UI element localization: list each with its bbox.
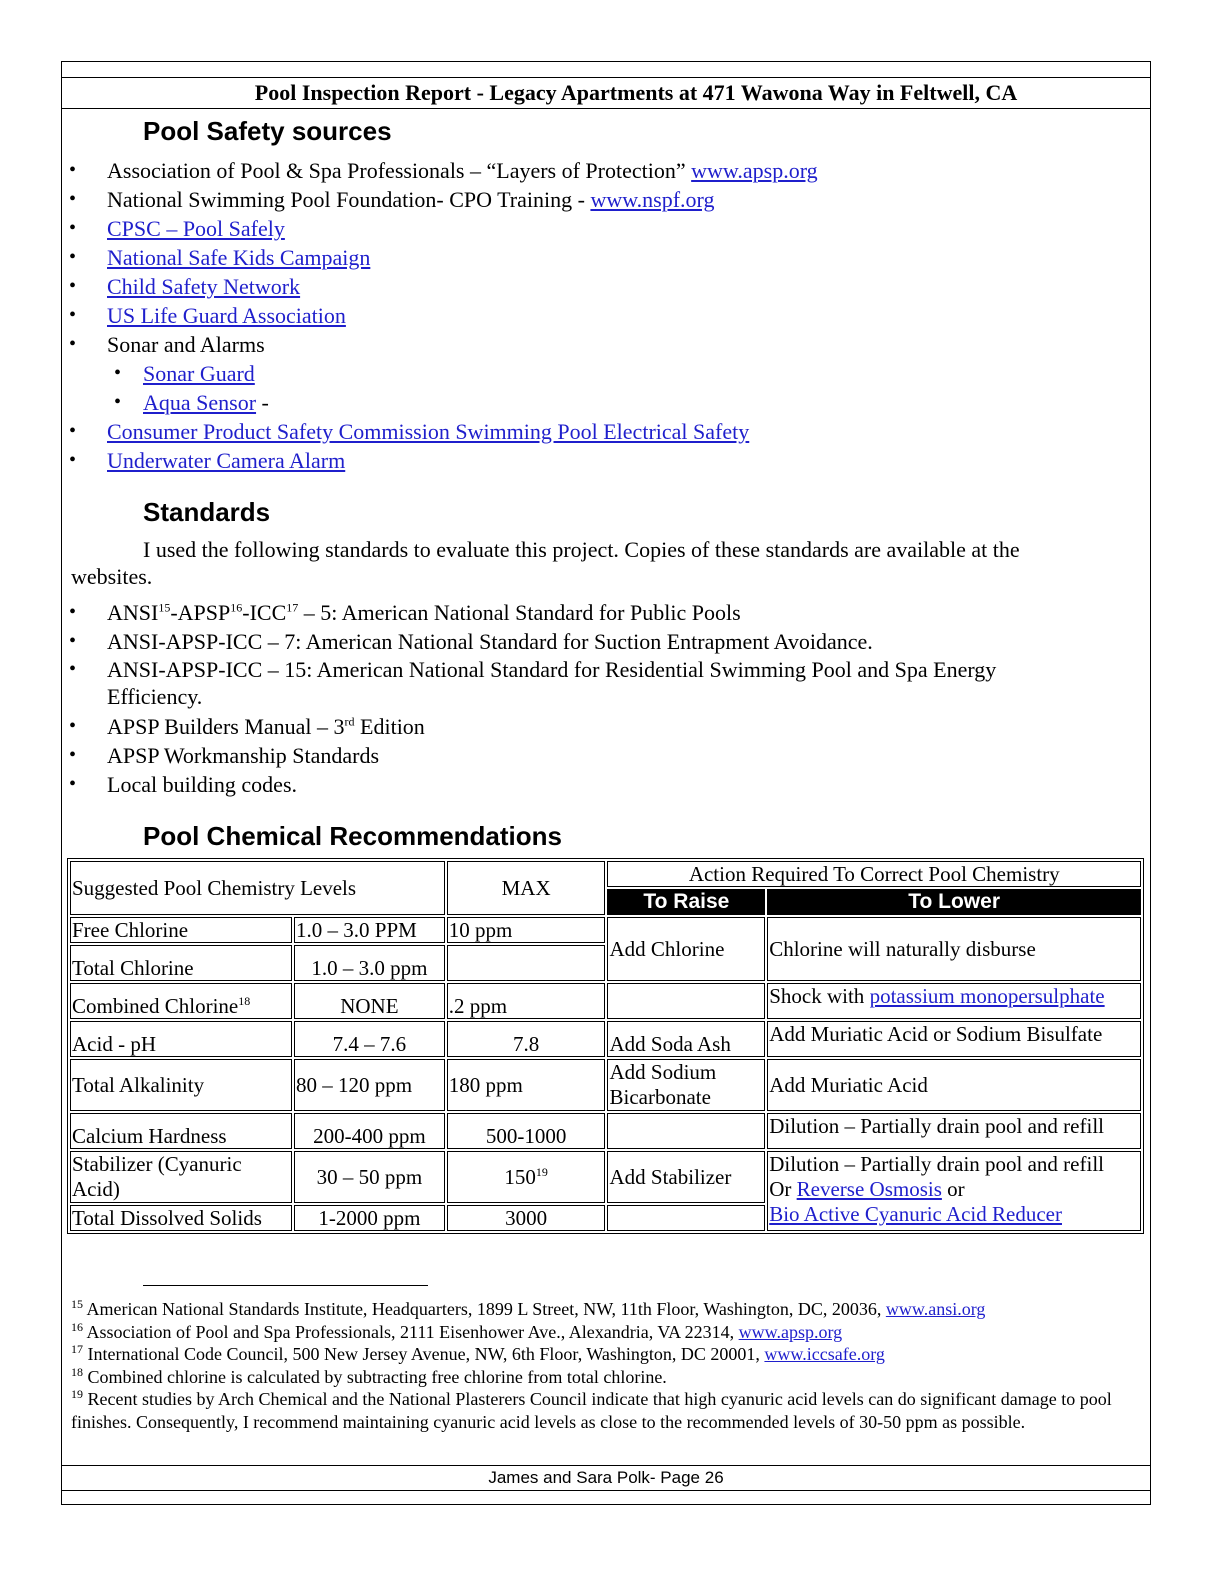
list-item: • Local building codes.	[66, 770, 1076, 799]
iccsafe-link[interactable]: www.iccsafe.org	[764, 1344, 885, 1364]
table-row: Calcium Hardness 200-400 ppm 500-1000 Dilution – Partially drain pool and refill	[70, 1113, 1141, 1149]
cpsc-electrical-link[interactable]: Consumer Product Safety Commission Swimming Pool Electrical Safety	[107, 419, 750, 444]
list-item	[66, 446, 818, 475]
footnotes	[71, 1298, 1121, 1433]
sonar-guard-link[interactable]: Sonar Guard	[143, 361, 255, 386]
table-row: Total Dissolved Solids 1-2000 ppm 3000	[70, 1205, 1141, 1231]
header-max: MAX	[447, 861, 606, 915]
camera-alarm-link[interactable]: Underwater Camera Alarm	[107, 448, 346, 473]
footnote-19: $^{19}$ Recent studies by Arch Chemical and the National Plasterers Council indicate that high cyanuric acid levels can do significant damage to pool finishes. Consequently, I recommend maintaining cyanuric acid levels as close to the recommended levels of 30-50 ppm as possible.	[71, 1387, 1112, 1432]
footnote-18: $^{18}$ Combined chlorine is calculated by subtracting free chlorine from total chlorine.	[71, 1364, 667, 1387]
nspf-link[interactable]: www.nspf.org	[590, 187, 715, 212]
list-item: • National Swimming Pool Foundation- CPO Training - www.nspf.org	[66, 185, 818, 214]
chemistry-table	[67, 858, 1144, 1234]
table-row: Acid - pH 7.4 – 7.6 7.8 Add Soda Ash Add Muriatic Acid or Sodium Bisulfate	[70, 1021, 1141, 1057]
table-row: Total Alkalinity 80 – 120 ppm 180 ppm Add Sodium Bicarbonate Add Muriatic Acid	[70, 1059, 1141, 1111]
list-item	[66, 214, 818, 243]
lifeguard-link[interactable]: US Life Guard Association	[107, 303, 346, 328]
list-item: • Aqua Sensor -	[66, 388, 818, 417]
standards-intro: I used the following standards to evaluate this project. Copies of these standards are available at the websites.	[71, 537, 1020, 589]
list-item	[66, 301, 818, 330]
list-item: • Association of Pool & Spa Professionals – “Layers of Protection” www.apsp.org	[66, 156, 818, 185]
header-lower: To Lower	[767, 889, 1141, 915]
list-item: • Sonar and Alarms	[66, 330, 818, 359]
list-item	[66, 417, 818, 446]
footnote-16: $^{16}$ Association of Pool and Spa Professionals, 2111 Eisenhower Ave., Alexandria, VA 22314, www.apsp.org	[71, 1319, 843, 1342]
footnote-separator	[143, 1285, 428, 1286]
header-action: Action Required To Correct Pool Chemistry	[607, 861, 1141, 887]
table-row: Stabilizer (Cyanuric Acid) 30 – 50 ppm $150^{19}$ Add Stabilizer Dilution – Partially drain pool and refill Or Reverse Osmosis or Bio Active Cyanuric Acid Reducer	[70, 1151, 1141, 1203]
table-row: Free Chlorine 1.0 – 3.0 PPM 10 ppm Add Chlorine Chlorine will naturally disburse	[70, 917, 1141, 943]
list-item: • APSP Workmanship Standards	[66, 741, 1076, 770]
child-safety-link[interactable]: Child Safety Network	[107, 274, 301, 299]
table-row: Combined Chlorine$^{18}$ NONE .2 ppm Shock with potassium monopersulphate	[70, 983, 1141, 1019]
header-raise: To Raise	[607, 889, 765, 915]
apsp-footnote-link[interactable]: www.apsp.org	[738, 1321, 843, 1342]
table-row: Total Chlorine 1.0 – 3.0 ppm	[70, 945, 1141, 981]
cpsc-link[interactable]: CPSC – Pool Safely	[107, 216, 285, 241]
apsp-link[interactable]: www.apsp.org	[691, 158, 818, 183]
list-item: • ANSI-APSP-ICC – 7: American National Standard for Suction Entrapment Avoidance.	[66, 627, 1076, 656]
list-item: • ANSI-APSP-ICC – 15: American National Standard for Residential Swimming Pool and Spa Energy Efficiency.	[66, 656, 1076, 710]
safety-list	[66, 156, 818, 475]
list-item	[66, 272, 818, 301]
footnote-15: $^{15}$ American National Standards Institute, Headquarters, 1899 L Street, NW, 11th Floor, Washington, DC, 20036, www.ansi.org	[71, 1297, 986, 1319]
chemistry-heading: Pool Chemical Recommendations	[143, 821, 562, 851]
potassium-link[interactable]: potassium monopersulphate	[869, 984, 1105, 1008]
report-header: Pool Inspection Report - Legacy Apartments at 471 Wawona Way in Feltwell, CA	[61, 77, 1151, 109]
safe-kids-link[interactable]: National Safe Kids Campaign	[107, 245, 371, 270]
list-item	[66, 359, 818, 388]
ansi-link[interactable]: www.ansi.org	[885, 1299, 986, 1319]
list-item: • ANSI$^{15}$-APSP$^{16}$-ICC$^{17}$ – 5: American National Standard for Public Pools	[66, 598, 1076, 627]
aqua-sensor-link[interactable]: Aqua Sensor	[143, 390, 257, 415]
cyanuric-reducer-link[interactable]: Bio Active Cyanuric Acid Reducer	[769, 1202, 1062, 1226]
safety-heading: Pool Safety sources	[143, 116, 392, 146]
table-row	[70, 861, 1141, 887]
standards-list	[66, 598, 1076, 799]
list-item: • APSP Builders Manual – 3rd Edition	[66, 712, 1076, 741]
reverse-osmosis-link[interactable]: Reverse Osmosis	[796, 1177, 942, 1201]
footnote-17: $^{17}$ International Code Council, 500 New Jersey Avenue, NW, 6th Floor, Washington, DC 20001, www.iccsafe.org	[71, 1342, 885, 1364]
page-footer: James and Sara Polk- Page 26	[61, 1465, 1151, 1491]
standards-heading: Standards	[143, 497, 271, 527]
list-item	[66, 243, 818, 272]
header-levels: Suggested Pool Chemistry Levels	[70, 861, 445, 915]
